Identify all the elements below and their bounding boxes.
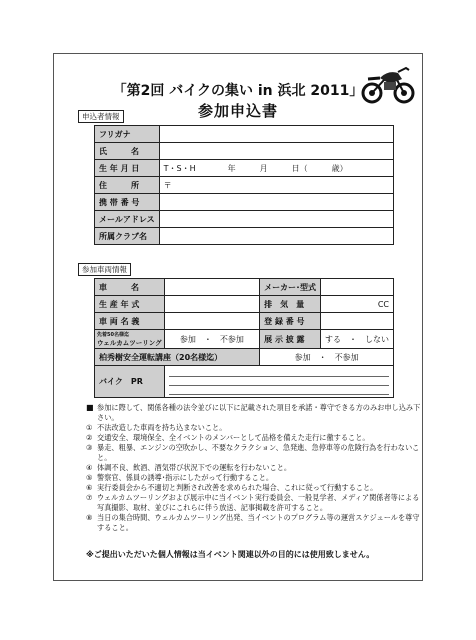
club-label: 所属クラブ名 [95, 228, 160, 245]
name-field[interactable] [159, 143, 393, 160]
list-item: ② 交通安全、環境保全、全イベントのメンバーとして品格を備えた走行に徹すること。 [86, 433, 370, 442]
list-item: ⑤ 警察官、係員の誘導･指示にしたがって行動すること。 [86, 473, 274, 482]
production-year-label: 生 産 年 式 [95, 296, 165, 313]
table-row [95, 366, 394, 398]
exhibition-label: 展 示 披 露 [260, 330, 321, 349]
email-label: メールアドレス [95, 211, 160, 228]
list-item: ③ 暴走、粗暴、エンジンの空吹かし、不要なクラクション、急発進、急停車等の危険行為を行わないこと。 [86, 443, 420, 462]
table-row [95, 143, 394, 160]
table-row [95, 126, 394, 143]
birthdate-label: 生 年 月 日 [95, 160, 160, 177]
vehicle-name-field[interactable] [164, 279, 260, 296]
name-label: 氏 名 [95, 143, 160, 160]
list-item: ⑧ 当日の集合時間、ウェルカムツーリング出発、当イベントのプログラム等の運営スケジュールを尊守すること。 [86, 513, 420, 532]
vehicle-name-label: 車 名 [95, 279, 165, 296]
address-field[interactable]: 〒 [159, 177, 393, 194]
maker-model-field[interactable] [321, 279, 394, 296]
form-title: 参加申込書 [197, 102, 278, 120]
owner-name-field[interactable] [164, 313, 260, 330]
application-form-sheet [53, 53, 423, 581]
square-bullet-icon: ■ [86, 403, 94, 412]
motorcycle-illustration [360, 64, 416, 104]
displacement-label: 排 気 量 [260, 296, 321, 313]
terms-lead: ■ 参加に際して、関係各種の法令並びに以下に記載された項目を承諾・尊守できる方のみお申し込み下さい。 [86, 403, 421, 422]
furigana-label: フリガナ [95, 126, 160, 143]
mobile-field[interactable] [159, 194, 393, 211]
address-label: 住 所 [95, 177, 160, 194]
birthdate-field[interactable]: T・S・H 年 月 日（ 歳） [159, 160, 393, 177]
touring-limit-note: 先着50名様迄 [97, 331, 129, 338]
mobile-label: 携 帯 番 号 [95, 194, 160, 211]
table-row [95, 228, 394, 245]
welcome-touring-label: 先着50名様迄 ウェルカムツーリング [95, 330, 165, 349]
club-field[interactable] [159, 228, 393, 245]
terms-notes [86, 403, 422, 533]
table-row [95, 330, 394, 349]
email-field[interactable] [159, 211, 393, 228]
displacement-field[interactable]: CC [321, 296, 394, 313]
list-item: ④ 体調不良、飲酒、酒気帯び状況下での運転を行わないこと。 [86, 463, 292, 472]
list-item: ⑦ ウェルカムツーリングおよび展示中に当イベント実行委員会、一般見学者、メディア関係者等による写真撮影、取材、並びにこれらに伴う放送、記事掲載を許可すること。 [86, 493, 420, 512]
maker-model-label: メーカー･型式 [260, 279, 321, 296]
privacy-notice: ※ご提出いただいた個人情報は当イベント関連以外の目的には使用致しません。 [86, 550, 375, 559]
vehicle-table [94, 278, 394, 398]
production-year-field[interactable] [164, 296, 260, 313]
applicant-section-label: 申込者情報 [78, 110, 124, 123]
owner-name-label: 車 両 名 義 [95, 313, 165, 330]
furigana-field[interactable] [159, 126, 393, 143]
list-item: ⑥ 実行委員会から不適切と判断され改善を求められた場合、これに従って行動すること。 [86, 483, 378, 492]
table-row [95, 349, 394, 366]
vehicle-section-label: 参加車両情報 [78, 263, 131, 276]
table-row [95, 296, 394, 313]
bike-pr-label: バイク PR [95, 366, 165, 398]
safety-course-choice[interactable]: 参加 ・ 不参加 [260, 349, 394, 366]
table-row [95, 194, 394, 211]
touring-participation-choice[interactable]: 参加 ・ 不参加 [164, 330, 260, 349]
exhibition-choice[interactable]: する ・ しない [321, 330, 394, 349]
applicant-table [94, 125, 394, 245]
list-item: ① 不法改造した車両を持ち込まないこと。 [86, 423, 227, 432]
table-row [95, 279, 394, 296]
event-title: 「第2回 バイクの集い in 浜北 2011」 [112, 83, 364, 99]
table-row [95, 160, 394, 177]
table-row [95, 177, 394, 194]
table-row [95, 313, 394, 330]
registration-label: 登 録 番 号 [260, 313, 321, 330]
registration-field[interactable] [321, 313, 394, 330]
bike-pr-field[interactable] [164, 366, 393, 398]
safety-course-label: 柏秀樹安全運転講座（20名様迄） [95, 349, 260, 366]
table-row [95, 211, 394, 228]
